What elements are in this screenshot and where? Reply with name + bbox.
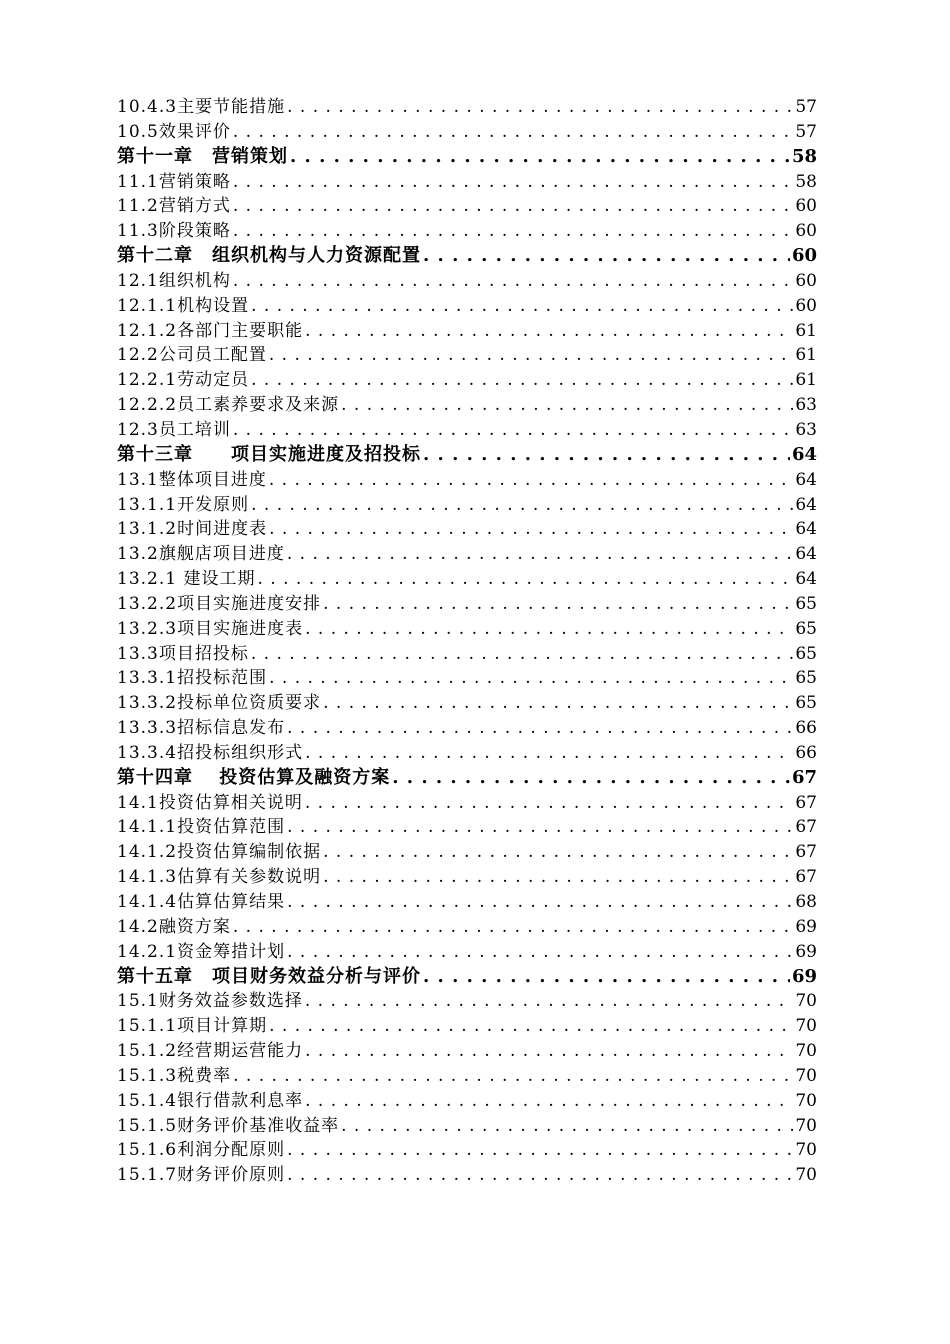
toc-entry-title: 12.2.1劳动定员 <box>117 370 250 391</box>
toc-dot-leader <box>251 368 793 393</box>
toc-page-number: 60 <box>795 221 817 242</box>
toc-dot-leader <box>269 1014 793 1039</box>
toc-dot-leader <box>233 170 793 195</box>
toc-page-number: 57 <box>795 97 817 117</box>
toc-entry-title: 14.1.1投资估算范围 <box>117 817 286 838</box>
toc-section-entry[interactable] <box>117 1114 817 1139</box>
toc-entry-title: 13.1.1开发原则 <box>117 494 250 515</box>
toc-dot-leader <box>305 1089 793 1114</box>
toc-section-entry[interactable] <box>117 1039 817 1064</box>
toc-page-number: 63 <box>795 419 817 440</box>
toc-section-entry[interactable] <box>117 840 817 865</box>
toc-entry-title: 13.3项目招投标 <box>117 643 249 664</box>
toc-page-number: 64 <box>795 569 817 590</box>
toc-dot-leader <box>305 1039 793 1064</box>
toc-entry-title: 12.3员工培训 <box>117 419 231 440</box>
toc-dot-leader <box>251 294 793 319</box>
toc-page-number: 65 <box>795 593 817 614</box>
toc-section-entry[interactable] <box>117 1014 817 1039</box>
toc-dot-leader <box>269 343 793 368</box>
toc-page-number: 70 <box>795 1016 817 1037</box>
toc-page-number: 64 <box>795 544 817 565</box>
toc-entry-title: 12.1.1机构设置 <box>117 295 250 316</box>
toc-section-entry[interactable] <box>117 542 817 567</box>
toc-dot-leader <box>305 989 793 1014</box>
toc-page-number: 58 <box>791 145 817 167</box>
toc-chapter-entry[interactable] <box>117 766 817 791</box>
toc-dot-leader <box>323 865 793 890</box>
toc-entry-title: 11.1营销策略 <box>117 171 231 192</box>
toc-page-number: 61 <box>795 370 817 391</box>
toc-section-entry[interactable] <box>117 95 817 120</box>
toc-section-entry[interactable] <box>117 194 817 219</box>
toc-entry-title: 10.4.3主要节能措施 <box>117 97 286 117</box>
toc-section-entry[interactable] <box>117 815 817 840</box>
toc-page-number: 65 <box>795 643 817 664</box>
toc-section-entry[interactable] <box>117 940 817 965</box>
toc-dot-leader <box>269 666 793 691</box>
toc-page-number: 67 <box>795 817 817 838</box>
toc-page-number: 65 <box>795 618 817 639</box>
toc-entry-title: 12.2.2员工素养要求及来源 <box>117 395 340 416</box>
toc-entry-title: 13.2旗舰店项目进度 <box>117 544 285 565</box>
toc-dot-leader <box>251 493 793 518</box>
toc-entry-title: 13.2.3项目实施进度表 <box>117 618 304 639</box>
toc-dot-leader <box>305 741 793 766</box>
toc-entry-title: 13.2.1 建设工期 <box>117 569 256 590</box>
toc-chapter-entry[interactable] <box>117 965 817 990</box>
toc-page-number: 69 <box>791 965 817 987</box>
toc-dot-leader <box>305 617 793 642</box>
toc-dot-leader <box>287 95 793 120</box>
toc-entry-title: 13.3.2投标单位资质要求 <box>117 693 322 714</box>
toc-section-entry[interactable] <box>117 120 817 145</box>
toc-entry-title: 12.2公司员工配置 <box>117 345 267 366</box>
toc-dot-leader <box>233 418 793 443</box>
toc-page-number: 70 <box>795 991 817 1012</box>
toc-entry-title: 10.5效果评价 <box>117 121 231 142</box>
toc-entry-title: 15.1.3税费率 <box>117 1065 232 1086</box>
toc-section-entry[interactable] <box>117 393 817 418</box>
toc-section-entry[interactable] <box>117 666 817 691</box>
toc-entry-title: 14.1投资估算相关说明 <box>117 792 303 813</box>
toc-dot-leader <box>287 815 793 840</box>
toc-entry-title: 11.2营销方式 <box>117 196 231 217</box>
toc-entry-title: 第十五章 项目财务效益分析与评价 <box>117 965 421 987</box>
toc-section-entry[interactable] <box>117 1163 817 1188</box>
toc-dot-leader <box>287 542 793 567</box>
toc-section-entry[interactable] <box>117 368 817 393</box>
toc-chapter-entry[interactable] <box>117 244 817 269</box>
toc-dot-leader <box>287 940 793 965</box>
toc-dot-leader <box>233 194 793 219</box>
toc-dot-leader <box>423 443 790 468</box>
toc-entry-title: 第十四章 投资估算及融资方案 <box>117 766 391 788</box>
toc-entry-title: 15.1财务效益参数选择 <box>117 991 303 1012</box>
toc-entry-title: 11.3阶段策略 <box>117 221 231 242</box>
toc-section-entry[interactable] <box>117 517 817 542</box>
toc-dot-leader <box>323 592 793 617</box>
toc-dot-leader <box>290 145 790 170</box>
toc-page-number: 64 <box>795 469 817 490</box>
toc-section-entry[interactable] <box>117 170 817 195</box>
toc-section-entry[interactable] <box>117 319 817 344</box>
toc-page-number: 67 <box>791 766 817 788</box>
toc-entry-title: 13.3.4招投标组织形式 <box>117 742 304 763</box>
toc-entry-title: 13.2.2项目实施进度安排 <box>117 593 322 614</box>
toc-section-entry[interactable] <box>117 219 817 244</box>
toc-entry-title: 第十三章 项目实施进度及招投标 <box>117 443 421 465</box>
toc-section-entry[interactable] <box>117 418 817 443</box>
toc-dot-leader <box>323 691 793 716</box>
toc-dot-leader <box>323 840 793 865</box>
toc-page-number: 60 <box>795 196 817 217</box>
toc-dot-leader <box>341 393 793 418</box>
toc-page-number: 60 <box>795 295 817 316</box>
toc-dot-leader <box>287 1138 793 1163</box>
toc-dot-leader <box>287 890 793 915</box>
toc-section-entry[interactable] <box>117 269 817 294</box>
toc-page-number: 64 <box>795 494 817 515</box>
toc-page-number: 69 <box>795 916 817 937</box>
toc-dot-leader <box>251 642 793 667</box>
toc-page-number: 60 <box>795 270 817 291</box>
toc-entry-title: 14.1.4估算估算结果 <box>117 892 286 912</box>
toc-dot-leader <box>341 1114 793 1139</box>
toc-page-number: 61 <box>795 320 817 341</box>
toc-chapter-entry[interactable] <box>117 145 817 170</box>
toc-entry-title: 14.2.1资金筹措计划 <box>117 941 286 962</box>
toc-entry-title: 第十二章 组织机构与人力资源配置 <box>117 245 421 267</box>
toc-dot-leader <box>233 120 793 145</box>
toc-section-entry[interactable] <box>117 716 817 741</box>
toc-entry-title: 13.3.1招投标范围 <box>117 668 268 689</box>
toc-entry-title: 14.1.2投资估算编制依据 <box>117 842 322 863</box>
toc-entry-title: 15.1.7财务评价原则 <box>117 1165 286 1186</box>
toc-dot-leader <box>233 1064 793 1089</box>
toc-entry-title: 12.1组织机构 <box>117 270 231 291</box>
toc-page-number: 70 <box>795 1165 817 1186</box>
toc-section-entry[interactable] <box>117 343 817 368</box>
toc-section-entry[interactable] <box>117 567 817 592</box>
toc-page-number: 67 <box>795 867 817 888</box>
toc-page-number: 69 <box>795 941 817 962</box>
toc-dot-leader <box>305 319 793 344</box>
toc-dot-leader <box>423 965 790 990</box>
toc-section-entry[interactable] <box>117 493 817 518</box>
toc-entry-title: 15.1.2经营期运营能力 <box>117 1041 304 1062</box>
toc-page-number: 60 <box>791 245 817 267</box>
toc-section-entry[interactable] <box>117 617 817 642</box>
toc-entry-title: 13.1.2时间进度表 <box>117 519 268 540</box>
toc-chapter-entry[interactable] <box>117 443 817 468</box>
toc-page-number: 70 <box>795 1041 817 1062</box>
toc-entry-title: 第十一章 营销策划 <box>117 145 288 167</box>
toc-entry-title: 15.1.6利润分配原则 <box>117 1140 286 1161</box>
toc-page-number: 70 <box>795 1115 817 1136</box>
toc-page-number: 70 <box>795 1065 817 1086</box>
toc-dot-leader <box>305 791 793 816</box>
toc-section-entry[interactable] <box>117 915 817 940</box>
toc-dot-leader <box>233 219 793 244</box>
toc-page-number: 63 <box>795 395 817 416</box>
toc-dot-leader <box>287 716 793 741</box>
toc-dot-leader <box>269 517 793 542</box>
toc-dot-leader <box>233 915 793 940</box>
toc-entry-title: 13.1整体项目进度 <box>117 469 267 490</box>
toc-page-number: 66 <box>795 742 817 763</box>
table-of-contents <box>117 95 817 1188</box>
toc-entry-title: 13.3.3招标信息发布 <box>117 718 286 739</box>
toc-page-number: 57 <box>795 121 817 142</box>
toc-entry-title: 15.1.1项目计算期 <box>117 1016 268 1037</box>
toc-page-number: 70 <box>795 1090 817 1111</box>
toc-section-entry[interactable] <box>117 592 817 617</box>
toc-dot-leader <box>287 1163 793 1188</box>
toc-entry-title: 15.1.5财务评价基准收益率 <box>117 1115 340 1136</box>
toc-page-number: 67 <box>795 842 817 863</box>
toc-page-number: 68 <box>795 892 817 912</box>
toc-section-entry[interactable] <box>117 294 817 319</box>
toc-page-number: 66 <box>795 718 817 739</box>
toc-section-entry[interactable] <box>117 1089 817 1114</box>
toc-page-number: 65 <box>795 693 817 714</box>
toc-dot-leader <box>257 567 793 592</box>
toc-dot-leader <box>392 766 790 791</box>
toc-dot-leader <box>423 244 790 269</box>
toc-section-entry[interactable] <box>117 642 817 667</box>
toc-entry-title: 14.2融资方案 <box>117 916 231 937</box>
toc-page-number: 70 <box>795 1140 817 1161</box>
toc-section-entry[interactable] <box>117 1064 817 1089</box>
toc-section-entry[interactable] <box>117 691 817 716</box>
toc-section-entry[interactable] <box>117 791 817 816</box>
toc-dot-leader <box>233 269 793 294</box>
toc-section-entry[interactable] <box>117 865 817 890</box>
toc-entry-title: 12.1.2各部门主要职能 <box>117 320 304 341</box>
toc-page-number: 67 <box>795 792 817 813</box>
toc-entry-title: 15.1.4银行借款利息率 <box>117 1090 304 1111</box>
toc-section-entry[interactable] <box>117 468 817 493</box>
toc-page-number: 64 <box>795 519 817 540</box>
toc-section-entry[interactable] <box>117 989 817 1014</box>
toc-section-entry[interactable] <box>117 1138 817 1163</box>
toc-page-number: 61 <box>795 345 817 366</box>
toc-page-number: 64 <box>791 443 817 465</box>
toc-entry-title: 14.1.3估算有关参数说明 <box>117 867 322 888</box>
toc-section-entry[interactable] <box>117 741 817 766</box>
toc-section-entry[interactable] <box>117 890 817 915</box>
toc-page-number: 65 <box>795 668 817 689</box>
toc-dot-leader <box>269 468 793 493</box>
toc-page-number: 58 <box>795 171 817 192</box>
